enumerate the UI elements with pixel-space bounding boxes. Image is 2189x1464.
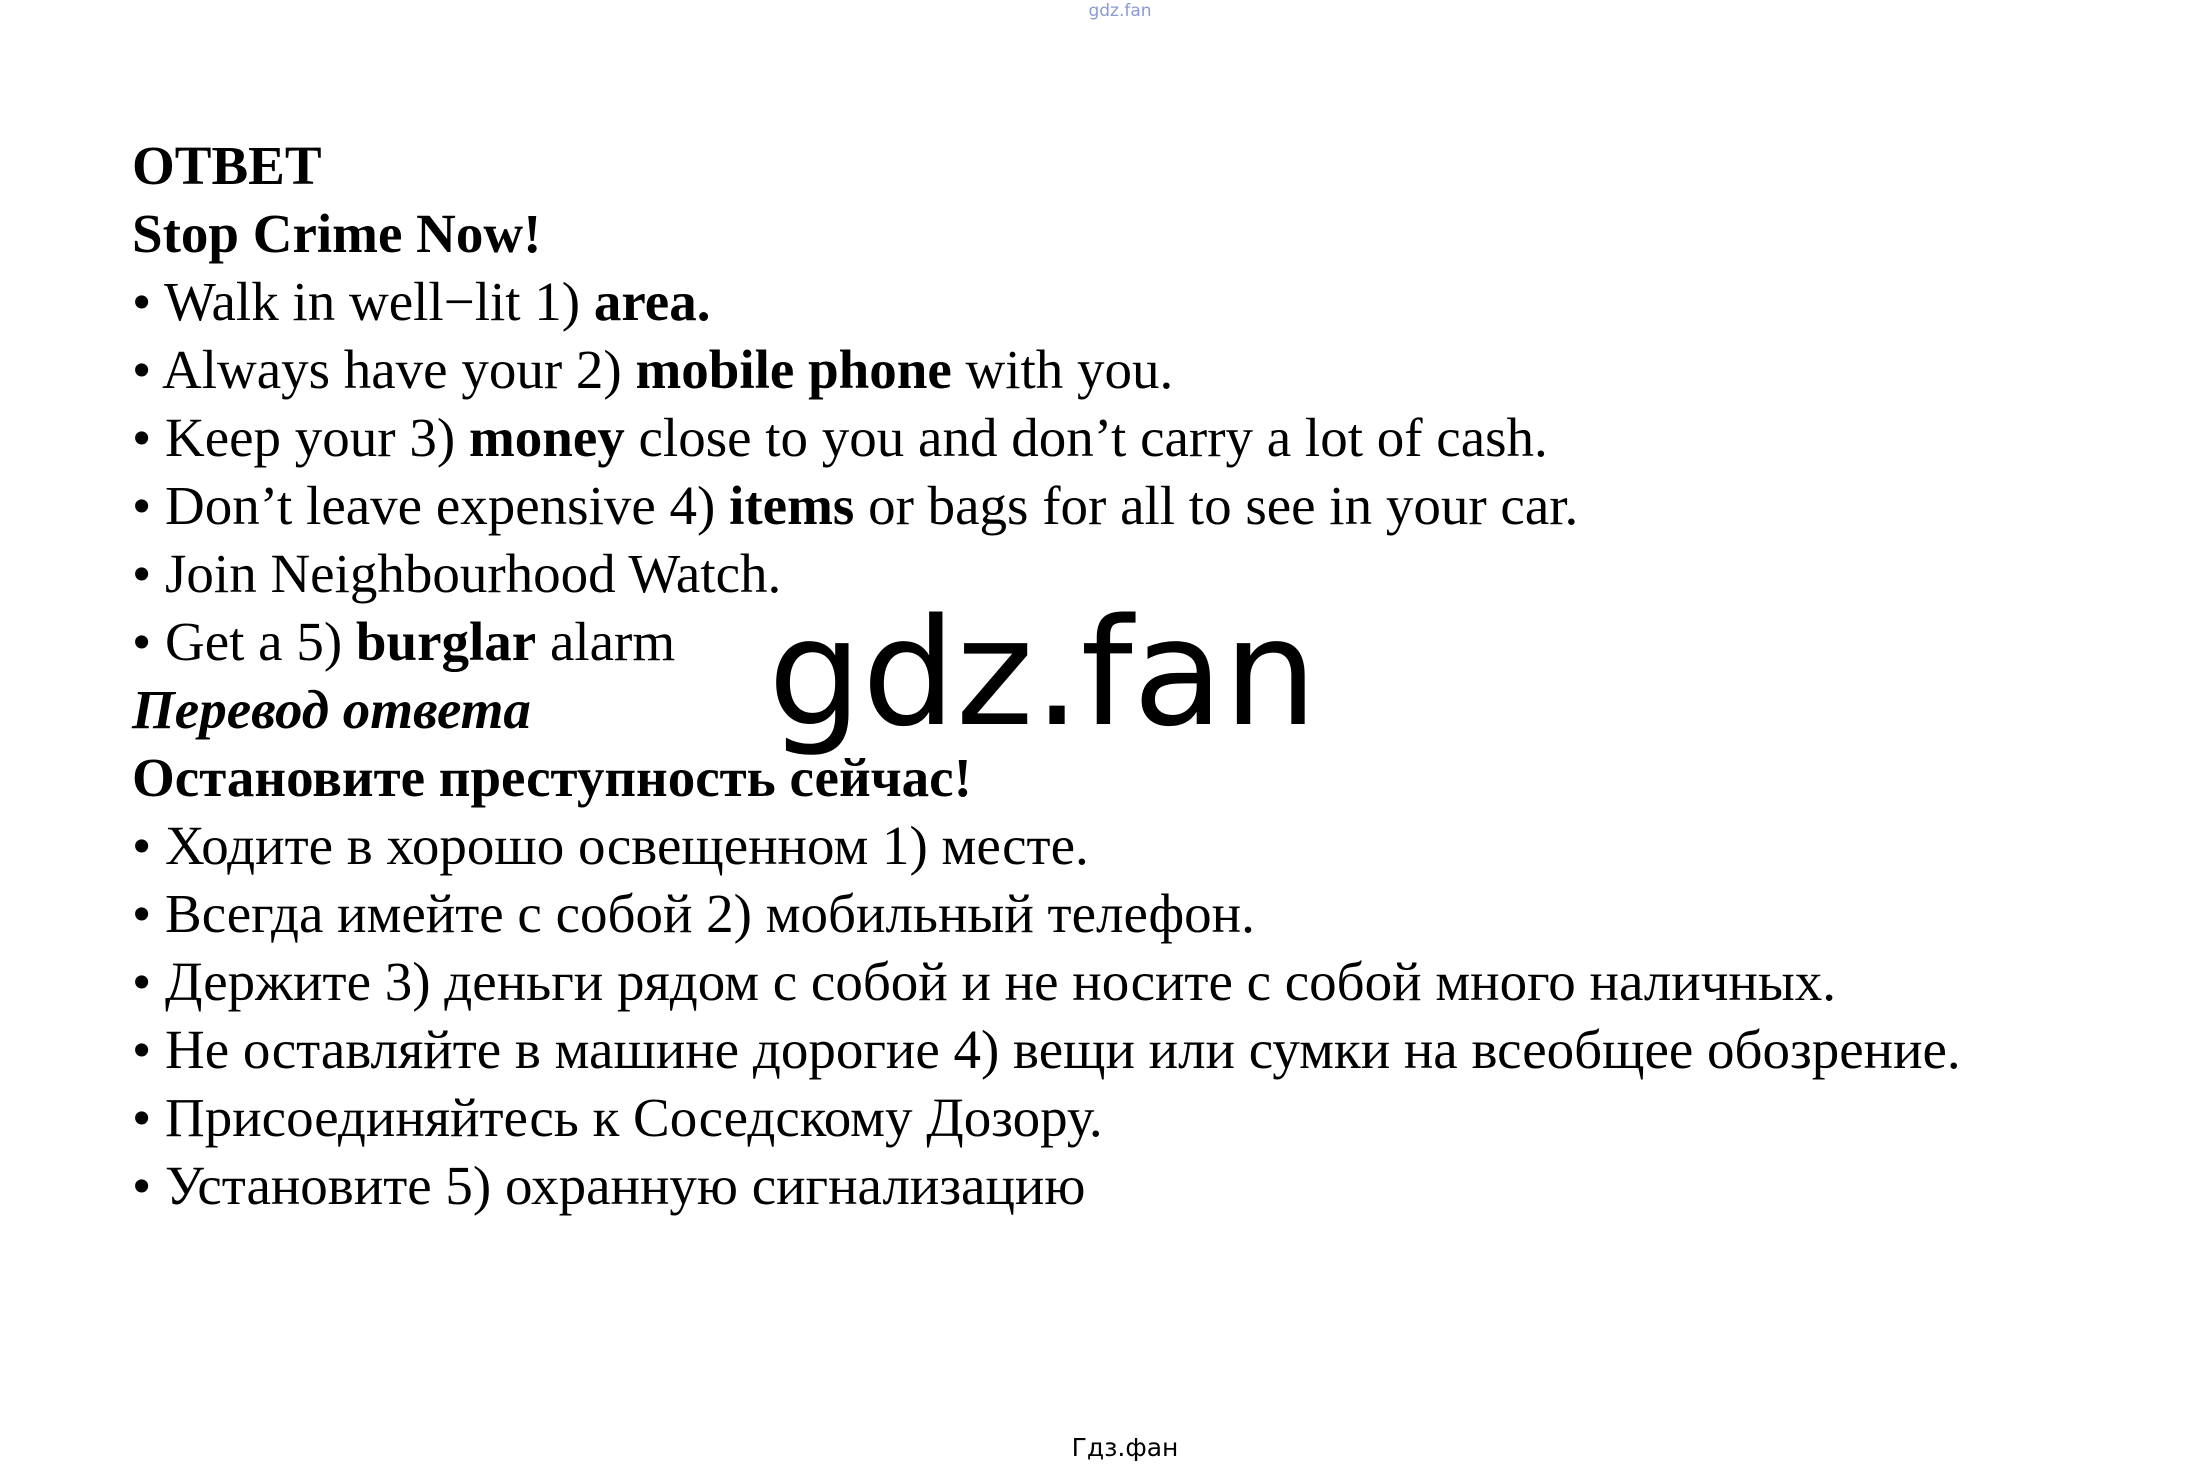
translation-label: Перевод ответа bbox=[132, 679, 531, 740]
translation-item: • Не оставляйте в машине дорогие 4) вещи или сумки на всеобщее обозрение. bbox=[132, 1019, 1961, 1080]
translation-title: Остановите преступность сейчас! bbox=[132, 747, 972, 808]
translation-item: • Всегда имейте с собой 2) мобильный телефон. bbox=[132, 883, 1255, 944]
answer-item: • Join Neighbourhood Watch. bbox=[132, 543, 782, 604]
top-site-mark: gdz.fan bbox=[1088, 1, 1152, 21]
translation-item: • Ходите в хорошо освещенном 1) месте. bbox=[132, 815, 1089, 876]
answer-item: • Don’t leave expensive 4) items or bags for all to see in your car. bbox=[132, 475, 1579, 536]
watermark-text: gdz.fan bbox=[768, 587, 1318, 759]
answer-title: Stop Crime Now! bbox=[132, 203, 542, 264]
footer-site-mark: Гдз.фан bbox=[1071, 1433, 1179, 1462]
answer-item: • Keep your 3) money close to you and don’t carry a lot of cash. bbox=[132, 407, 1548, 468]
answer-item: • Get a 5) burglar alarm bbox=[132, 611, 676, 672]
translation-item: • Присоединяйтесь к Соседскому Дозору. bbox=[132, 1087, 1103, 1148]
translation-item: • Держите 3) деньги рядом с собой и не носите с собой много наличных. bbox=[132, 951, 1837, 1012]
answer-item: • Always have your 2) mobile phone with you. bbox=[132, 339, 1174, 400]
answer-label: ОТВЕТ bbox=[132, 135, 322, 196]
answer-item: • Walk in well−lit 1) area. bbox=[132, 271, 711, 332]
translation-item: • Установите 5) охранную сигнализацию bbox=[132, 1155, 1086, 1216]
